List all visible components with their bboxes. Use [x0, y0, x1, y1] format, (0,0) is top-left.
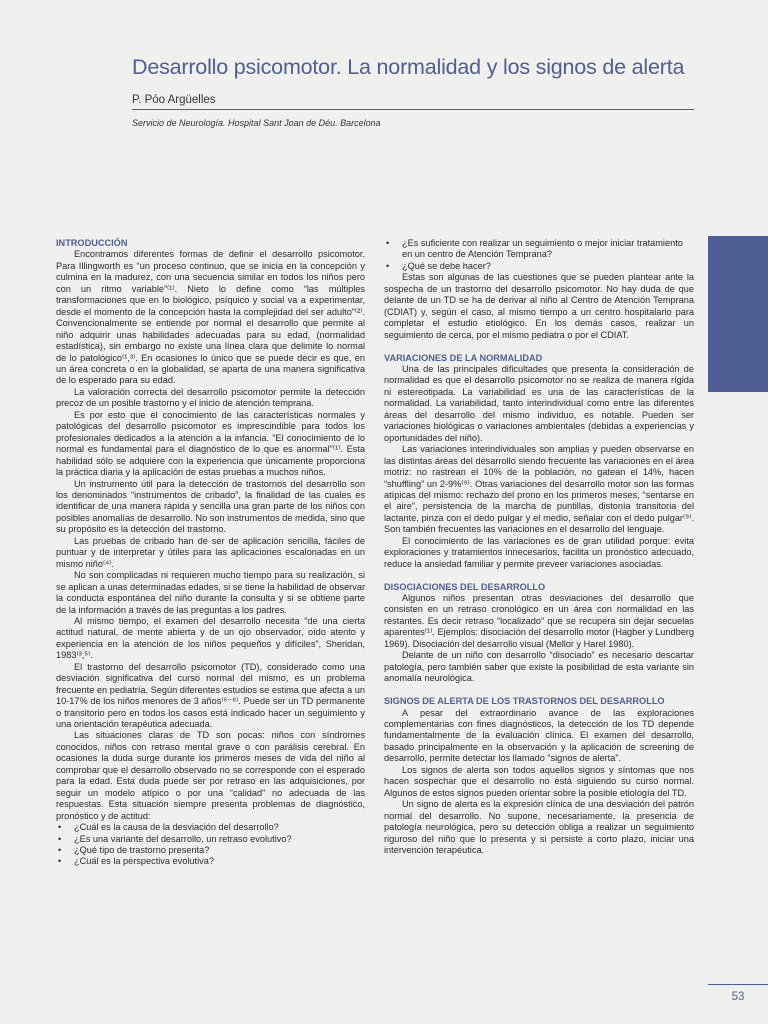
question-list-continued	[384, 238, 694, 272]
paragraph: No son complicadas ni requieren mucho tiempo para su realización, si se aplican a unas determinadas edades, si se tiene la habilidad de observar la conducta espontánea del niño durante la consulta y si se obtiene parte de la información a través de las preguntas a los padres.	[56, 570, 366, 615]
paragraph: Un instrumento útil para la detección de trastornos del desarrollo son los denominados “instrumentos de cribado”, la finalidad de las cuales es identificar de una manera rápida y sencilla una gran parte de los niños con posibles anomalías de desarrollo. No son instrumentos de medida, sino que su propósito es la detección del trastorno.	[56, 478, 365, 535]
paragraph: Un signo de alerta es la expresión clínica de una desviación del patrón normal del desarrollo. No supone, necesariamente, la presencia de patología neurológica, pero su detección obliga a realizar un seguimiento riguroso del niño que lo presenta y si persiste a corto plazo, iniciar una intervención terapéutica.	[384, 799, 694, 855]
right-column	[384, 238, 694, 856]
list-item: • ¿Cuál es la perspectiva evolutiva?	[56, 856, 365, 867]
paragraph: Los signos de alerta son todos aquellos signos y síntomas que nos hacen sospechar que el desarrollo no está siguiendo su curso normal. Algunos de estos signos pueden orientar sobre la posible etiología del TD.	[384, 764, 694, 798]
paragraph: Las variaciones interindividuales son amplias y pueden observarse en las distintas áreas del desarrollo siendo frecuente las variaciones en el área motriz: no rastrean el 10% de la población, no gatean el 14%, hacen “shuffling” un 2-9%⁽⁹⁾. Otras variaciones del desarrollo motor son las formas atípicas del mismo: rechazo del prono en los primeros meses, “sentarse en el aire”, persistencia de la marcha de puntillas, distonía transitoria del lactante, pinza con el dedo pulgar y el medio, señalar con el dedo pulgar⁽⁹⁾. Son también frecuentes las variaciones en el desarrollo del lenguaje.	[384, 444, 694, 535]
author-line: P. Póo Argüelles	[132, 94, 694, 110]
paragraph: Al mismo tiempo, el examen del desarrollo necesita “de una cierta actitud natural, de mente abierta y de un ojo observador, oído atento y experiencia en la atención de los niños pequeños y difíciles”, Sheridan, 1983⁽³,⁵⁾.	[56, 615, 365, 661]
paragraph: Delante de un niño con desarrollo “disociado” es necesario descartar patología, pero también saber que existe la posibilidad de esta variante sin anomalía neurológica.	[384, 650, 694, 684]
section-heading-introduccion: INTRODUCCIÓN	[56, 238, 128, 248]
section-heading-variaciones: VARIACIONES DE LA NORMALIDAD	[384, 352, 543, 363]
paragraph: Las situaciones claras de TD son pocas: niños con síndromes conocidos, niños con retraso mental grave o con parálisis cerebral. En ocasiones la duda surge durante los primeros meses de vida del niño al comprobar que el desarrollo observado no se corresponde con el esperado para la edad. Esta duda puede ser por retraso en las adquisiciones, por seguir un modelo atípico o por una “calidad” no adecuada de las respuestas. Esta situación siempre presenta problemas de diagnóstico, pronóstico y de actitud:	[56, 730, 365, 821]
paragraph: La valoración correcta del desarrollo psicomotor permite la detección precoz de un posible trastorno y el inicio de atención temprana.	[56, 386, 365, 409]
paragraph: Una de las principales dificultades que presenta la consideración de normalidad es que el desarrollo psicomotor no se realiza de manera rígida ni estereotipada. La variabilidad es una de las características de la normalidad. La variabilidad, tanto interindividual como entre las diferentes áreas del desarrollo del mismo individuo, es notable. Pueden ser variaciones biológicas o variaciones ambientales (debidas a experiencias y oportunidades del niño).	[384, 363, 694, 443]
list-item: • ¿Qué tipo de trastorno presenta?	[56, 845, 365, 856]
list-item: • ¿Es suficiente con realizar un seguimiento o mejor iniciar tratamiento en un centro de Atención Temprana?	[384, 238, 694, 261]
paragraph: Encontramos diferentes formas de definir el desarrollo psicomotor. Para Illingworth es “un proceso continuo, que se inicia en la concepción y culmina en la madurez, con una secuencia similar en todos los niños pero con un ritmo variable”⁽¹⁾. Nieto lo define como “las múltiples transformaciones que en lo biológico, psíquico y social va a experimentar, desde el momento de la concepción hasta la complejidad del ser adulto”⁽²⁾. Convencionalmente se entiende por normal el desarrollo que permite al niño adquirir unas habilidades adecuadas para su edad, (normalidad estadística), sin embargo no existe una línea clara que delimite lo normal de lo patológico⁽¹,³⁾. En ocasiones lo único que se puede decir es que, en un área concreta o en la globalidad, se aparta de una manera significativa de lo esperado para su edad.	[56, 249, 365, 386]
list-item: • ¿Cuál es la causa de la desviación del desarrollo?	[56, 822, 365, 833]
list-item: • ¿Qué se debe hacer?	[384, 261, 694, 272]
paragraph: Es por esto que el conocimiento de las características normales y patológicas del desarrollo psicomotor es imprescindible para todos los profesionales dedicados a la atención a la infancia. “El conocimiento de lo normal es fundamental para el diagnóstico de lo que es anormal”⁽¹⁾. Esta habilidad sólo se adquiere con la experiencia que únicamente proporciona la práctica diaria y la aplicación de estas pruebas a muchos niños.	[56, 409, 365, 478]
paragraph: Las pruebas de cribado han de ser de aplicación sencilla, fáciles de puntuar y de interpretar y útiles para las aplicaciones escalonadas en un mismo niño⁽⁴⁾.	[56, 535, 365, 569]
section-heading-disociaciones: DISOCIACIONES DEL DESARROLLO	[384, 581, 546, 592]
page-number: 53	[708, 984, 768, 1003]
paragraph: Algunos niños presentan otras desviaciones del desarrollo que consisten en un retraso cronológico en un área con normalidad en las restantes. Es decir retraso “localizado” que se recupera sin dejar secuelas aparentes⁽¹⁾. Ejemplos: disociación del desarrollo motor (Hagber y Lundberg 1969). Disociación del desarrollo visual (Mellor y Harel 1980).	[384, 593, 694, 649]
left-column	[56, 238, 365, 868]
paragraph: A pesar del extraordinario avance de las exploraciones complementarias con fines diagnósticos, la detección de los TD depende fundamentalmente de la evaluación clínica. El examen del desarrollo, basado principalmente en la observación y la aplicación de screening de desarrollo, permite detectar los llamado “signos de alerta”.	[384, 707, 694, 764]
section-tab-marker	[708, 236, 768, 392]
question-list	[56, 822, 365, 868]
paragraph: El conocimiento de las variaciones es de gran utilidad porque: evita exploraciones y tratamientos innecesarios, facilita un pronóstico adecuado, reduce la ansiedad familiar y permite preveer variaciones asociadas.	[384, 535, 694, 569]
affiliation-line: Servicio de Neurología. Hospital Sant Joan de Déu. Barcelona	[132, 118, 381, 128]
list-item: • ¿Es una variante del desarrollo, un retraso evolutivo?	[56, 834, 365, 845]
section-heading-signos-alerta: SIGNOS DE ALERTA DE LOS TRASTORNOS DEL DESARROLLO	[384, 696, 665, 707]
article-title: Desarrollo psicomotor. La normalidad y los signos de alerta	[132, 55, 685, 79]
paragraph: Estas son algunas de las cuestiones que se pueden plantear ante la sospecha de un trastorno del desarrollo psicomotor. No hay duda de que delante de un TD se ha de derivar al niño al Centro de Atención Temprana (CDIAT) y, según el caso, al mismo tiempo a un centro hospitalario para completar el estudio etiológico. En los demás casos, realizar un seguimiento de cerca, por el mismo pediatra o por el CDIAT.	[384, 272, 694, 340]
article-header	[132, 54, 692, 128]
paragraph: El trastorno del desarrollo psicomotor (TD), considerado como una desviación significativa del curso normal del mismo, es un problema frecuente en pediatría. Según diferentes estudios se estima que afecta a un 10-17% de los niños menores de 3 años⁽⁶⁻⁸⁾. Puede ser un TD permanente o transitorio pero en todos los casos está indicado hacer un seguimiento y una orientación terapéutica adecuada.	[56, 661, 365, 730]
